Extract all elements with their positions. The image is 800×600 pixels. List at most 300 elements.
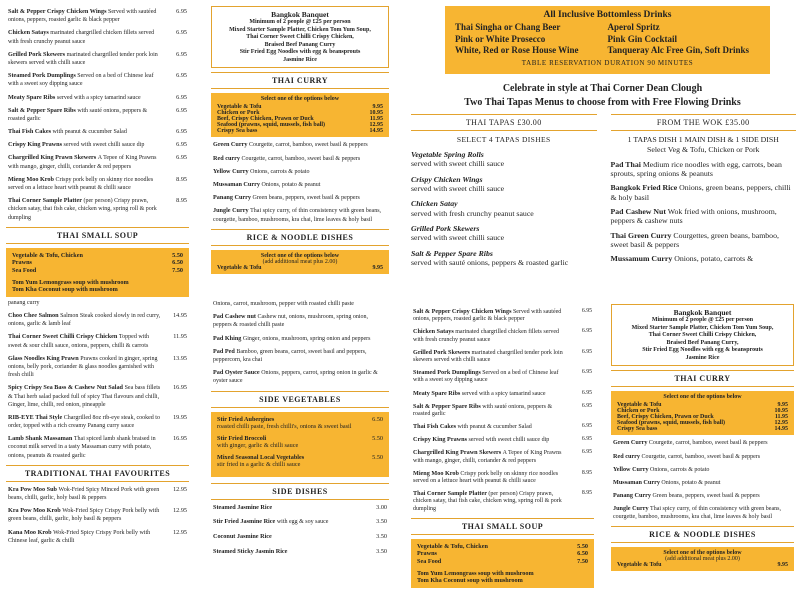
side-veg-item — [217, 435, 383, 449]
text-line: Thai Corner Sweet Chilli Crispy Chicken, — [246, 34, 354, 41]
wok-item — [611, 183, 797, 202]
menu-item-price: 6.95 — [176, 8, 187, 15]
banquet-box-2 — [611, 304, 794, 366]
drinks-title: All Inclusive Bottomless Drinks — [543, 10, 672, 20]
side-dish-text — [213, 533, 363, 540]
menu-item-name: Panang Curry — [213, 194, 251, 202]
menu-item-name: Salt & Pepper Spare Ribs — [8, 106, 76, 114]
menu-item — [405, 449, 600, 464]
rice-options-box-2 — [611, 547, 794, 571]
mains-list — [0, 312, 195, 460]
menu-item — [205, 335, 395, 343]
rice-option-price-2: 9.95 — [777, 561, 788, 568]
menu-item-text — [413, 328, 568, 343]
price-row-label: Seafood (prawns, squid, mussels, fish ball) — [617, 420, 726, 427]
tapas-item — [411, 175, 597, 194]
menu-item — [0, 128, 195, 136]
menu-item-text — [8, 486, 163, 502]
menu-item-text — [613, 453, 792, 461]
menu-item-desc: Wok-Fried Spicy Crispy Pork belly with green beans, chilli, garlic, holy basil & peppers — [8, 508, 160, 523]
price-row — [617, 426, 788, 432]
menu-item-text — [213, 369, 387, 385]
tapas-desc: served with fresh crunchy peanut sauce — [411, 208, 534, 218]
menu-item-text — [213, 348, 387, 364]
menu-item-text — [213, 194, 387, 202]
side-dish-text — [213, 504, 363, 511]
wok-desc: Medium rice noodles with egg, carrots, bean sprouts, spring onions & peanuts — [610, 159, 782, 179]
menu-item-desc: Sea bass fillets & Thai herb salad packed full of spicy Thai flavours and chilli, Ginger, lime, chilli, red onion, pineapple — [8, 385, 161, 408]
menu-item-desc: served with sweet chilli sauce dip — [468, 437, 550, 444]
price-row-label: Beef, Crispy Chicken, Prawn or Duck — [617, 414, 714, 421]
menu-item-desc: Wok-Fried Spicy Minced Pork with green beans, chilli, garlic, holy basil & peppers — [8, 486, 160, 501]
menu-item-price: 6.95 — [176, 128, 187, 136]
wok-item — [611, 207, 797, 226]
menu-item-name: Salt & Pepper Crispy Chicken Wings — [8, 8, 107, 15]
text-line: Tom Yum Lemongrass soup with mushroom — [417, 570, 534, 578]
rice-option-label-2: Vegetable & Tofu — [617, 561, 662, 568]
rice-option-price: 9.95 — [372, 264, 383, 271]
rice-options-sub: (add additional meat plus 2.00) — [262, 258, 338, 265]
menu-item-desc: Wok-Fried Spicy Crispy Pork belly with Chinese leaf, garlic & chilli — [8, 529, 151, 544]
menu-item-text — [213, 207, 387, 223]
menu-item-text — [8, 529, 163, 545]
menu-item-name: Yellow Curry — [613, 465, 649, 473]
price-row-value: 10.95 — [774, 408, 788, 415]
menu-item — [0, 176, 195, 192]
text-line: Mixed Starter Sample Platter, Chicken Tom Yum Soup, — [229, 26, 371, 33]
drink-item: Pink Gin Cocktail — [607, 33, 678, 44]
menu-item — [605, 453, 800, 461]
menu-item-desc: marinated chargrilled tender pork loin skewers served with chilli sauce — [413, 349, 563, 363]
text-line: Tom Kha Coconut soup with mushroom — [12, 286, 118, 294]
menu-item-name: Red curry — [613, 452, 640, 460]
drink-item: Pink or White Prosecco — [455, 33, 546, 44]
menu-item-desc: Courgette, carrot, bamboo, sweet basil & peppers — [248, 142, 368, 149]
menu-item-text — [613, 466, 792, 474]
menu-item-text — [8, 384, 163, 409]
menu-item — [0, 486, 195, 502]
tapas-name: Vegetable Spring Rolls — [411, 150, 484, 159]
menu-item-desc: Onions, potato & peanut — [661, 479, 721, 486]
menu-item-text — [413, 423, 568, 431]
menu-item-price: 16.95 — [173, 384, 187, 392]
menu-item — [0, 197, 195, 222]
price-row-value: 12.95 — [774, 420, 788, 427]
text-line: Tom Kha Coconut soup with mushroom — [417, 577, 523, 585]
menu-item-price: 6.95 — [581, 328, 592, 335]
price-row — [12, 259, 183, 266]
menu-item-price: 6.95 — [176, 106, 187, 114]
menu-item-price: 12.95 — [173, 528, 187, 536]
menu-item-price: 6.95 — [176, 154, 187, 162]
menu-item-name: Glass Noodles King Prawn — [8, 354, 79, 362]
price-row-value: 7.50 — [577, 557, 588, 565]
side-dish-price: 3.50 — [376, 517, 387, 525]
menu-item-desc: served with a spicy tamarind sauce — [56, 94, 141, 101]
menu-item-name: Grilled Pork Skewers — [8, 50, 66, 58]
tapas-column — [411, 114, 597, 273]
text-line: Stir Fried Egg Noodles with egg & beansprouts — [239, 49, 361, 56]
price-row-label: Prawns — [12, 259, 32, 267]
menu-item — [0, 312, 195, 328]
menu-item-name: Kra Pow Moo Krob — [8, 507, 61, 515]
menu-item-text — [8, 29, 163, 45]
menu-item-name: Choo Chee Salmon — [8, 312, 59, 319]
menu-item-text — [8, 176, 163, 192]
price-row-value: 11.95 — [774, 414, 788, 421]
menu-item-text — [8, 154, 163, 170]
soup-price-box-2 — [411, 539, 594, 588]
menu-item-name: Thai Corner Sample Platter — [8, 197, 82, 205]
menu-item-name: Thai Fish Cakes — [8, 128, 51, 136]
drink-item: Thai Singha or Chang Beer — [455, 22, 561, 32]
menu-item-desc: Served on a bed of Chinese leaf with a sweet soy dipping sauce — [8, 73, 154, 88]
side-veg-price: 5.50 — [372, 453, 383, 461]
wok-head: FROM THE WOK £35.00 — [611, 114, 797, 131]
menu-item-text — [8, 94, 163, 102]
menu-item-price: 8.95 — [176, 175, 187, 183]
menu-item — [205, 300, 395, 308]
wok-column — [611, 114, 797, 273]
text-line: Jasmine Rice — [283, 56, 317, 63]
menu-item — [405, 470, 600, 485]
section-title-side-dishes: SIDE DISHES — [211, 483, 389, 500]
text-line: Mixed Starter Sample Platter, Chicken Tom Yum Soup, — [631, 324, 774, 331]
side-veg-price: 5.50 — [372, 434, 383, 442]
menu-item-price: 19.95 — [173, 413, 187, 421]
menu-item-desc: Courgette, carrot, bamboo, sweet basil & peppers — [641, 453, 761, 460]
menu-item-price: 6.95 — [176, 72, 187, 80]
menu-item-desc: with peanut & cucumber Salad — [52, 129, 127, 136]
tapas-desc: served with sweet chilli sauce — [411, 184, 505, 194]
menu-item-price: 6.95 — [176, 93, 187, 101]
menu-item-price: 6.95 — [581, 436, 592, 443]
menu-item-price: 8.95 — [581, 490, 592, 497]
menu-item-desc: Thai spicy curry, of thin consistency with green beans, courgette, bamboo, mushrooms, kra chai, lime leaves & holy basil — [613, 506, 781, 520]
menu-item-name: Pad Oyster Sauce — [213, 369, 260, 377]
menu-item — [205, 155, 395, 163]
menu-page-curry-2 — [605, 298, 800, 600]
price-row-value: 9.95 — [372, 104, 383, 111]
menu-item-desc: Crispy pork belly on skinny rice noodles served on a lettuce heart with peanut & chilli sauce — [413, 470, 559, 484]
menu-item-name: Chargrilled King Prawn Skewers — [413, 449, 502, 457]
section-title-curry-2: THAI CURRY — [611, 370, 794, 387]
menu-item-name: Jungle Curry — [613, 505, 649, 513]
menu-item — [0, 507, 195, 523]
menu-item — [605, 505, 800, 520]
menu-page-mains — [0, 298, 195, 600]
wok-desc: Onions, potato, carrots & — [674, 254, 754, 264]
celebrate-line-1: Celebrate in style at Thai Corner Dean Clough — [502, 83, 703, 94]
side-dish-text — [213, 548, 363, 555]
menu-item — [0, 355, 195, 380]
menu-item-desc: Served with sautéed onions, peppers, roasted garlic & black pepper — [413, 309, 562, 323]
price-row-label: Chicken or Pork — [217, 110, 260, 117]
menu-item-price: 16.95 — [173, 435, 187, 443]
tapas-item — [411, 150, 597, 169]
menu-item-desc: Onions, potato & peanut — [261, 181, 321, 188]
menu-item-name: Spicy Crispy Sea Bass & Cashew Nut Salad — [8, 384, 124, 392]
menu-item — [0, 141, 195, 149]
menu-item-price: 14.95 — [173, 312, 187, 319]
menu-page-tapas — [405, 0, 800, 298]
section-title-rice-2: RICE & NOODLE DISHES — [611, 526, 794, 543]
menu-item-name: Meaty Spare Ribs — [8, 93, 56, 101]
menu-item-text — [413, 308, 568, 323]
menu-item-desc: Prawns cooked in ginger, spring onions, belly pork, coriander & glass noodles garnished with fresh chilli — [8, 355, 158, 379]
traditional-list — [0, 486, 195, 545]
banquet-title-2: Bangkok Banquet — [673, 308, 732, 317]
tapas-head: THAI TAPAS £30.00 — [411, 114, 597, 131]
price-row-label: Chicken or Pork — [617, 408, 660, 415]
price-row-value: 5.50 — [577, 542, 588, 550]
menu-item-name: Kana Moo Krob — [8, 528, 52, 536]
price-row-value: 6.50 — [577, 550, 588, 558]
price-row-label: Sea Food — [12, 266, 37, 274]
menu-item — [0, 154, 195, 170]
menu-page-starters-2 — [405, 298, 600, 600]
menu-item-desc: Served on a bed of Chinese leaf with a sweet soy dipping sauce — [413, 370, 559, 384]
price-row-label: Vegetable & Tofu, Chicken — [12, 251, 83, 259]
menu-item-name: Panang Curry — [613, 492, 651, 500]
wok-desc: Wok fried with onions, mushroom, peppers & cashew nuts — [610, 207, 777, 226]
tapas-item — [411, 224, 597, 243]
price-row — [417, 543, 588, 550]
banquet-title: Bangkok Banquet — [271, 10, 329, 19]
menu-item-desc: (per person) Crispy prawn, chicken satay, thai fish cake, chicken wing, spring roll & pork dumpling — [413, 491, 562, 512]
menu-item-text — [8, 72, 163, 88]
side-dish-item — [205, 548, 395, 555]
price-row-value: 6.50 — [172, 259, 183, 267]
menu-item — [0, 107, 195, 123]
menu-item-text — [213, 335, 387, 343]
wok-item — [611, 231, 797, 250]
side-veg-name: Mixed Seasonal Local Vegetables — [217, 453, 305, 461]
menu-item — [405, 328, 600, 343]
text-line: Braised Beef Panang Curry — [264, 41, 336, 48]
menu-item-desc: with peanut & cucumber Salad — [457, 424, 532, 431]
menu-item — [0, 529, 195, 545]
price-row — [12, 252, 183, 259]
menu-item-desc: Courgette, carrot, bamboo, sweet basil & peppers — [241, 155, 361, 162]
curry-options-box-2 — [611, 391, 794, 435]
side-dish-text — [213, 518, 363, 526]
side-dish-name: Steamed Jasmine Rice — [213, 503, 273, 511]
curry-list — [205, 141, 395, 223]
drink-item: White, Red or Rose House Wine — [455, 45, 579, 56]
tapas-desc: served with sweet chilli sauce — [411, 233, 505, 243]
menu-item-text — [413, 449, 568, 464]
menu-item-text — [8, 435, 163, 460]
menu-item-price: 6.95 — [581, 389, 592, 396]
menu-item-name: Yellow Curry — [213, 167, 249, 175]
menu-item-desc: Ginger, onions, mushroom, spring onion and peppers — [242, 335, 371, 342]
side-dish-name: Coconut Jasmine Rice — [213, 533, 272, 541]
menu-item-price: 12.95 — [173, 507, 187, 515]
menu-item — [605, 479, 800, 487]
menu-item-text — [613, 492, 792, 500]
menu-item-name: Mussaman Curry — [613, 478, 660, 486]
menu-item-name: Grilled Pork Skewers — [413, 348, 471, 356]
rice-options-sub-2: (add additional meat plus 2.00) — [665, 555, 740, 562]
menu-item-name: Salt & Pepper Spare Ribs — [413, 402, 481, 410]
menu-item-price: 6.95 — [581, 369, 592, 376]
menu-item-name: Crispy King Prawns — [413, 436, 467, 444]
bottomless-drinks-box — [445, 6, 770, 74]
menu-item-desc: Onions, carrots & potato — [650, 466, 710, 473]
menu-item-desc: marinated chargrilled chicken fillets served with fresh crunchy peanut sauce — [413, 329, 560, 343]
menu-item-desc: Onions, peppers, carrot, spring onion in garlic & oyster sauce — [213, 370, 378, 385]
rice-option-label: Vegetable & Tofu — [217, 264, 262, 271]
menu-item-desc: Onions, carrots & potato — [250, 168, 310, 175]
menu-item-name: Jungle Curry — [213, 207, 249, 215]
menu-item-name: Green Curry — [213, 141, 248, 149]
wok-desc: Courgettes, green beans, bamboo, sweet basil & peppers — [610, 230, 779, 250]
menu-item-price: 6.95 — [176, 141, 187, 149]
wok-name: Bangkok Fried Rice — [610, 183, 678, 193]
wok-name: Mussamum Curry — [610, 254, 673, 264]
menu-item — [405, 390, 600, 398]
menu-item — [205, 313, 395, 329]
menu-page-sides — [205, 298, 395, 600]
menu-item-text — [8, 51, 163, 67]
celebrate-heading — [405, 82, 800, 109]
menu-item-text — [213, 155, 387, 163]
menu-item-name: Pad Ped — [213, 347, 235, 355]
menu-item-name: Thai Fish Cakes — [413, 423, 456, 431]
price-row-label: Vegetable & Tofu — [617, 402, 662, 409]
menu-item-name: Pad Cashew nut — [213, 313, 256, 321]
tapas-columns — [411, 114, 796, 273]
menu-item — [0, 333, 195, 349]
side-dish-name: Steamed Sticky Jasmin Rice — [213, 547, 288, 555]
menu-item — [0, 435, 195, 460]
fragment-text: panang curry — [8, 300, 40, 306]
starters-list-2 — [405, 298, 600, 513]
menu-item-desc: served with sweet chilli sauce dip — [63, 142, 145, 149]
menu-item-text — [213, 300, 387, 308]
reservation-duration: TABLE RESERVATION DURATION 90 MINUTES — [521, 59, 694, 68]
side-veg-item — [217, 416, 383, 430]
menu-item-price: 6.95 — [581, 308, 592, 314]
menu-item-name: Thai Corner Sample Platter — [413, 490, 487, 498]
menu-item — [0, 29, 195, 45]
menu-item — [605, 492, 800, 500]
price-row-value: 14.95 — [774, 426, 788, 433]
curry-options-head: Select one of the options below — [260, 96, 340, 103]
menu-item-text — [8, 107, 163, 123]
text-line: Braised Beef Panang Curry, — [666, 339, 739, 346]
side-dish-price: 3.50 — [376, 533, 387, 541]
menu-item-price: 8.95 — [581, 469, 592, 476]
menu-item — [405, 349, 600, 364]
side-veg-desc: stir fried in a garlic & chilli sauce — [217, 460, 301, 468]
menu-item-desc: with sauté onions, peppers & roasted garlic — [8, 107, 148, 122]
menu-item-text — [8, 507, 163, 523]
side-veg-name: Stir Fried Broccoli — [217, 434, 267, 442]
wok-name: Thai Green Curry — [610, 230, 672, 240]
menu-item-text — [8, 8, 163, 24]
menu-item-name: Red curry — [213, 154, 240, 162]
tapas-sub: SELECT 4 TAPAS DISHES — [456, 135, 551, 144]
price-row-label: Vegetable & Tofu — [217, 104, 262, 111]
menu-item-name: Chargrilled King Prawn Skewers — [8, 154, 97, 162]
menu-item-text — [613, 439, 792, 447]
menu-item-text — [213, 313, 387, 329]
menu-item — [205, 194, 395, 202]
menu-item-text — [413, 349, 568, 364]
text-line: Jasmine Rice — [685, 354, 720, 361]
menu-item-text — [413, 369, 568, 384]
menu-item-text — [8, 333, 163, 349]
side-dish-item — [205, 533, 395, 540]
price-row-value: 12.95 — [369, 122, 383, 129]
tapas-name: Crispy Chicken Wings — [411, 174, 483, 184]
menu-item — [405, 436, 600, 444]
menu-item-text — [8, 312, 163, 328]
side-veg-name: Stir Fried Aubergines — [217, 415, 275, 423]
price-row-label: Prawns — [417, 550, 437, 558]
price-row-label: Crispy Sea bass — [617, 426, 658, 433]
section-title-rice: RICE & NOODLE DISHES — [211, 229, 389, 246]
side-veg-desc: with ginger, garlic & chilli sauce — [217, 441, 299, 449]
menu-item — [0, 384, 195, 409]
tapas-desc: served with sweet chilli sauce — [411, 159, 505, 169]
menu-item-desc: served with a spicy tamarind sauce — [461, 390, 546, 397]
rice-options-head-2: Select one of the options below — [663, 549, 742, 556]
tapas-desc: served with sauté onions, peppers & roasted garlic — [411, 258, 569, 268]
section-title-soup-2: THAI SMALL SOUP — [411, 518, 594, 535]
menu-item-desc: Cashew nut, onions, mushroom, spring onion, peppers & roasted chilli paste — [213, 314, 369, 329]
side-dish-price: 3.00 — [376, 503, 387, 511]
menu-item — [0, 8, 195, 24]
menu-item-name: RIB-EYE Thai Style — [8, 413, 63, 421]
side-veg-text — [217, 416, 351, 430]
menu-item-price: 6.95 — [581, 449, 592, 456]
menu-item-desc: (per person) Crispy prawn, chicken satay, thai fish cake, chicken wing, spring roll & pork dumpling — [8, 198, 157, 221]
menu-item-desc: Crispy pork belly on skinny rice noodles served on a lettuce heart with peanut & chilli sauce — [8, 176, 154, 191]
price-row-label: Crispy Sea bass — [217, 128, 258, 135]
menu-item-price: 6.95 — [176, 50, 187, 58]
price-row — [217, 128, 383, 134]
celebrate-line-2: Two Thai Tapas Menus to choose from with Free Flowing Drinks — [464, 96, 741, 108]
menu-item-name: Meaty Spare Ribs — [413, 389, 461, 397]
stirfry-list — [205, 298, 395, 386]
wok-item — [611, 160, 797, 179]
curry-options-head-2: Select one of the options below — [663, 394, 742, 401]
menu-item-text — [413, 403, 568, 418]
menu-item-desc: Salmon Steak cooked slowly in red curry, onions, garlic & lamb leaf — [8, 313, 161, 328]
section-title-side-veg: SIDE VEGETABLES — [211, 391, 389, 408]
wok-sub-1: 1 TAPAS DISH 1 MAIN DISH & 1 SIDE DISH — [627, 135, 779, 144]
menu-item-desc: Onions, carrot, mushroom, pepper with roasted chilli paste — [213, 301, 354, 307]
menu-item-desc: marinated chargrilled chicken fillets served with fresh crunchy peanut sauce — [8, 30, 155, 45]
section-title-curry: THAI CURRY — [211, 72, 389, 89]
menu-item-text — [413, 470, 568, 485]
menu-item-desc: Thai spicy curry, of thin consistency with green beans, courgette, bamboo, mushrooms, kra chai, lime leaves & holy basil — [213, 208, 382, 223]
rice-options-box — [211, 250, 389, 274]
price-row-value: 11.95 — [369, 116, 383, 123]
menu-item-desc: Chargrilled 8oz rib-eye steak, cooked to order, topped with a rich creamy Panang curry sauce — [8, 414, 160, 430]
menu-item-text — [8, 197, 163, 222]
side-dish-list — [205, 504, 395, 556]
menu-item — [205, 141, 395, 149]
text-line: Minimum of 2 people @ £25 per person — [249, 19, 351, 26]
menu-item-text — [613, 479, 792, 487]
side-dish-name: Stir Fried Jasmine Rice — [213, 517, 276, 525]
menu-item — [205, 181, 395, 189]
menu-item-desc: marinated chargrilled tender pork loin skewers served with chilli sauce — [8, 51, 158, 66]
